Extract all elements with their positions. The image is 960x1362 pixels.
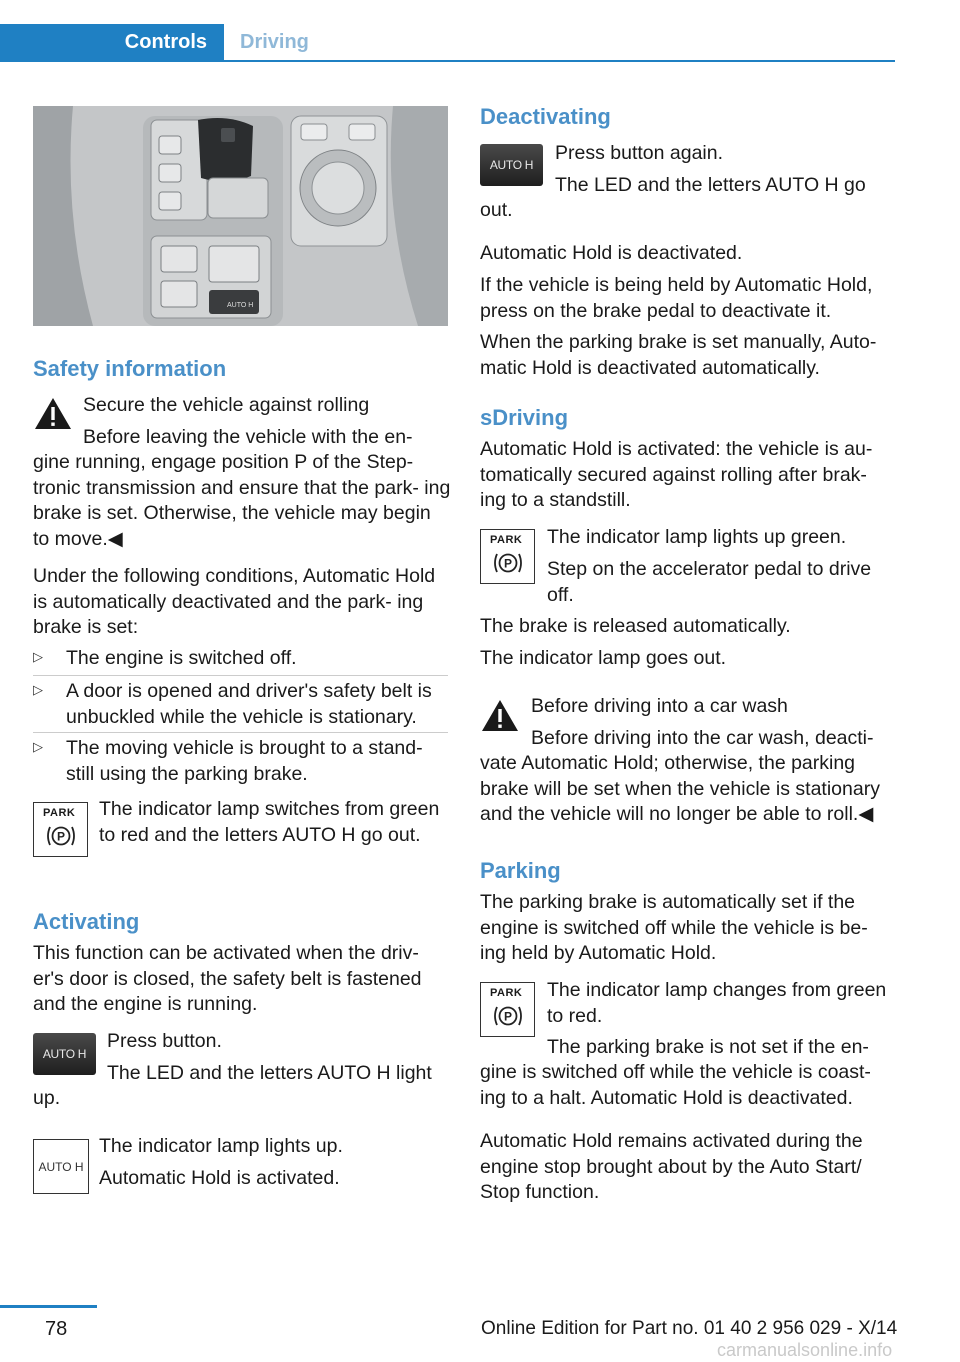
warning-triangle-icon: [33, 396, 73, 432]
park-indicator-icon: PARK P: [33, 802, 88, 857]
sdriving-text: Automatic Hold is activated: the vehicle is au‐ tomatically secured against rolling after brak‐ ing to a standstill.: [480, 438, 873, 511]
deactivating-heading: Deactivating: [480, 104, 611, 129]
park-indicator-icon: PARK P: [480, 529, 535, 584]
svg-text:P: P: [503, 1009, 513, 1024]
led-off-line1: The LED and the letters AUTO H go: [555, 174, 866, 196]
bullet-triangle-icon: ▷: [33, 739, 43, 754]
manual-text: When the parking brake is set manually, Auto‐ matic Hold is deactivated automatically.: [480, 331, 877, 379]
deactivated-text: Automatic Hold is deactivated.: [480, 242, 743, 264]
bullet-triangle-icon: ▷: [33, 649, 43, 664]
console-illustration: [33, 106, 448, 326]
photo-autoh-button-label: AUTO H: [227, 302, 254, 309]
safety-heading: Safety information: [33, 356, 227, 381]
lamp-green-text: The indicator lamp lights up green.: [547, 526, 847, 548]
park-brake-symbol-icon: [493, 550, 523, 576]
led-on-line2: up.: [33, 1087, 61, 1109]
autoh-button-icon: AUTO H: [33, 1033, 96, 1075]
autoh-indicator-icon: AUTO H: [33, 1139, 89, 1194]
led-off-line2: out.: [480, 199, 513, 221]
tab-driving[interactable]: Driving: [240, 30, 309, 53]
carwash-warning-title: Before driving into a car wash: [531, 695, 788, 717]
safety-warning-title: Secure the vehicle against rolling: [83, 394, 370, 416]
chapter-tabs: [0, 24, 895, 62]
footer-rule: [0, 1305, 97, 1308]
park-brake-symbol-icon: [46, 823, 76, 849]
carwash-warning-text: vate Automatic Hold; otherwise, the parking brake will be set when the vehicle is stationary and the vehicle will no longer be able to roll.◀: [480, 752, 880, 825]
held-text: If the vehicle is being held by Automatic Hold, press on the brake pedal to deactivate it.: [480, 274, 873, 322]
lamp-changes-text: The indicator lamp changes from green to red.: [547, 979, 887, 1027]
lamp-lights-up: The indicator lamp lights up.: [99, 1135, 343, 1157]
park-brake-symbol-icon: [493, 1003, 523, 1029]
conditions-intro: Under the following conditions, Automatic Hold is automatically deactivated and the park‐ ing brake is set:: [33, 565, 436, 638]
press-again-text: Press button again.: [555, 142, 724, 164]
tab-controls[interactable]: Controls: [0, 24, 224, 60]
park-indicator-icon: PARK P: [480, 982, 535, 1037]
carwash-warning-line1: Before driving into the car wash, deacti‐: [531, 727, 874, 749]
press-button-text: Press button.: [107, 1030, 222, 1052]
bullet-triangle-icon: ▷: [33, 682, 43, 697]
center-console-photo: [33, 106, 448, 326]
activating-text: This function can be activated when the driv‐ er's door is closed, the safety belt is fastened and the engine is running.: [33, 942, 422, 1015]
led-on-line1: The LED and the letters AUTO H light: [107, 1062, 432, 1084]
parking-heading: Parking: [480, 858, 561, 883]
svg-text:P: P: [503, 556, 513, 571]
park-lamp-note: The indicator lamp switches from green to red and the letters AUTO H go out.: [99, 798, 440, 846]
list-item-text: A door is opened and driver's safety belt is unbuckled while the vehicle is stationary.: [66, 680, 432, 728]
sdriving-heading: sDriving: [480, 405, 569, 430]
watermark: carmanualsonline.info: [717, 1340, 893, 1360]
header-rule: [0, 60, 895, 62]
list-divider: [33, 675, 448, 676]
list-item-text: The engine is switched off.: [66, 647, 297, 669]
step-accelerator-text: Step on the accelerator pedal to drive off.: [547, 558, 872, 606]
edition-text: Online Edition for Part no. 01 40 2 956 029 - X/14: [481, 1318, 898, 1339]
list-item-text: The moving vehicle is brought to a stand‐ still using the parking brake.: [66, 737, 423, 785]
not-set-text: gine is switched off while the vehicle is coast‐ ing to a halt. Automatic Hold is deactivated.: [480, 1061, 871, 1109]
list-divider: [33, 732, 448, 733]
svg-text:P: P: [56, 829, 66, 844]
lamp-out-text: The indicator lamp goes out.: [480, 647, 727, 669]
autoh-button-icon: AUTO H: [480, 144, 543, 186]
warning-triangle-icon: [480, 698, 520, 734]
remains-activated-text: Automatic Hold remains activated during the engine stop brought about by the Auto Start/ Stop function.: [480, 1130, 863, 1203]
hold-activated: Automatic Hold is activated.: [99, 1167, 340, 1189]
safety-warning-line1: Before leaving the vehicle with the en‐: [83, 426, 413, 448]
not-set-line1: The parking brake is not set if the en‐: [547, 1036, 869, 1058]
parking-text: The parking brake is automatically set if the engine is switched off while the vehicle is be‐ ing held by Automatic Hold.: [480, 891, 868, 964]
safety-warning-text: gine running, engage position P of the Step‐ tronic transmission and ensure that the park‐ ing brake is set. Otherwise, the vehicle may begin to move.◀: [33, 451, 451, 550]
page-number: 78: [45, 1318, 68, 1340]
activating-heading: Activating: [33, 909, 140, 934]
brake-released-text: The brake is released automatically.: [480, 615, 791, 637]
